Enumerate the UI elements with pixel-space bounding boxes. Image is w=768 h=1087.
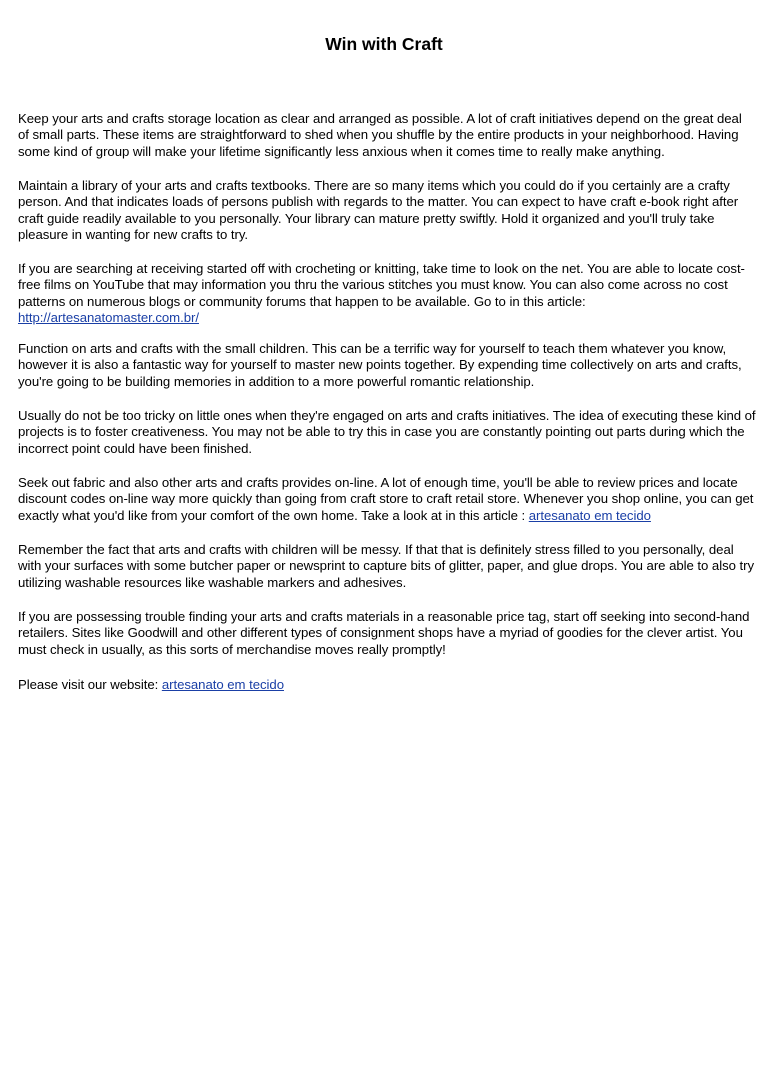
website-link[interactable]: artesanato em tecido: [161, 677, 284, 692]
paragraph-little-ones: [18, 408, 756, 457]
artesanatomaster-link[interactable]: http://artesanatomaster.com.br/: [18, 310, 199, 326]
paragraph-text: If you are possessing trouble finding your arts and crafts materials in a reasonable price tag, start off seeking into second-hand retailers. Sites like Goodwill and other different types of consignment shops have a myriad of goodies for the clever artist. You must check in usually, as this sorts of merchandise moves really promptly!: [18, 609, 750, 657]
paragraph-text: Keep your arts and crafts storage location as clear and arranged as possible. A lot of craft initiatives depend on the great deal of small parts. These items are straightforward to shed when you shuffle by the entire products in your neighborhood. Having some kind of group will make your lifetime significantly less anxious when it comes time to really make anything.: [18, 111, 742, 159]
paragraph-text: Seek out fabric and also other arts and crafts provides on-line. A lot of enough time, you'll be able to review prices and locate discount codes on-line way more quickly than going from craft store to craft retail store. Whenever you shop online, you can get exactly what you'd like from your comfort of the own home. Take a look at in this article :: [18, 475, 754, 523]
paragraph-children: [18, 341, 756, 390]
paragraph-second-hand: [18, 609, 756, 658]
paragraph-text: If you are searching at receiving started off with crocheting or knitting, take time to look on the net. You are able to locate cost-free films on YouTube that may information you thru the various stitches you must know. You can also come across no cost patterns on numerous blogs or community forums that happen to be available. Go to in this article:: [18, 261, 745, 309]
paragraph-text: Maintain a library of your arts and crafts textbooks. There are so many items which you could do if you certainly are a crafty person. And that indicates loads of persons publish with regards to the matter. You can expect to have craft e-book right after craft guide readily available to you personally. Your library can mature pretty swiftly. Hold it organized and you'll truly take pleasure in wanting for new crafts to try.: [18, 178, 739, 243]
paragraph-storage: [18, 111, 756, 160]
document-title: Win with Craft: [325, 34, 443, 54]
paragraph-crocheting: [18, 261, 756, 327]
paragraph-messy: [18, 542, 756, 591]
artesanato-em-tecido-link[interactable]: artesanato em tecido: [528, 507, 651, 523]
paragraph-text: Please visit our website:: [18, 677, 162, 692]
paragraph-text: Function on arts and crafts with the small children. This can be a terrific way for yourself to teach them whatever you know, however it is also a fantastic way for yourself to master new points together. By expending time collectively on arts and crafts, you're going to be building memories in addition to a more powerful romantic relationship.: [18, 341, 742, 389]
paragraph-library: [18, 178, 756, 244]
paragraph-fabric: [18, 475, 756, 524]
paragraph-text: Remember the fact that arts and crafts with children will be messy. If that that is definitely stress filled to you personally, deal with your surfaces with some butcher paper or newsprint to capture bits of glitter, paper, and glue drops. You are able to also try utilizing washable resources like washable markers and adhesives.: [18, 542, 755, 590]
paragraph-visit-website: [18, 677, 756, 693]
paragraph-text: Usually do not be too tricky on little ones when they're engaged on arts and crafts initiatives. The idea of executing these kind of projects is to foster creativeness. You may not be able to try this in case you are constantly pointing out parts during which the incorrect point could have been finished.: [18, 408, 756, 456]
